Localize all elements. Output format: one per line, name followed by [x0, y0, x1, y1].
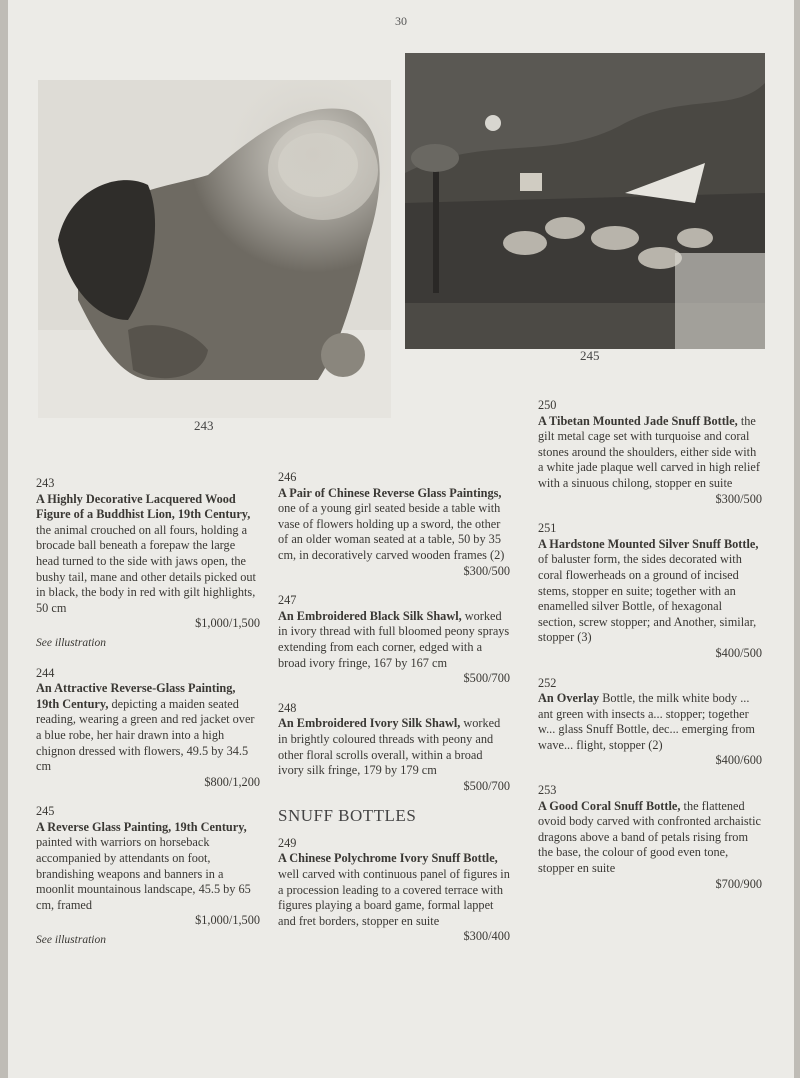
- lot-title: A Reverse Glass Painting, 19th Century,: [36, 819, 247, 834]
- lot-description: of baluster form, the sides decorated with coral flowerheads on a ground of incised stems, stopper en suite; together with an enamelled silver Bottle, of hexagonal section, screw stopper; and Another, similar, stopper (3): [538, 552, 757, 645]
- column-middle: [278, 470, 510, 959]
- lot-number: 244: [36, 665, 55, 680]
- lot-estimate: $300/500: [463, 563, 510, 578]
- lot-247: [278, 593, 510, 687]
- lot-description: worked in brightly coloured threads with peony and other floral scrolls overall, within a broad ivory silk fringe, 179 by 179 cm: [278, 716, 501, 778]
- lot-estimate: $1,000/1,500: [195, 616, 260, 631]
- column-right: [538, 398, 762, 906]
- photo-caption-245: 245: [580, 348, 600, 363]
- lot-description: painted with warriors on horseback accompanied by attendants on foot, brandishing weapons and banners in a moonlit mountainous landscape, 45.5 by 65 cm, framed: [36, 835, 251, 912]
- lot-description: one of a young girl seated beside a table with vase of flowers holding up a sword, the other of an older woman seated at a table, 50 by 35 cm, in decoratively carved wooden frames (2): [278, 501, 505, 562]
- lot-note: See illustration: [36, 934, 106, 947]
- lot-243: [36, 476, 260, 652]
- lot-description: Bottle, the milk white body ... ant green with insects a... stopper; together w... glass Snuff Bottle, dec... emerging from wave... flight, stopper (2): [538, 691, 755, 752]
- lot-estimate: $700/900: [715, 876, 762, 891]
- lot-estimate: $500/700: [463, 671, 510, 686]
- section-title: SNUFF BOTTLES: [278, 806, 417, 826]
- lot-estimate: $1,000/1,500: [195, 913, 260, 928]
- lot-number: 245: [36, 804, 55, 819]
- lot-number: 246: [278, 470, 297, 484]
- lot-245: [36, 804, 260, 948]
- lot-title: An Attractive Reverse-Glass Painting, 19th Century,: [36, 681, 236, 711]
- lion-sculpture-photo: [38, 80, 391, 418]
- lot-estimate: $400/500: [715, 645, 762, 660]
- column-left: [36, 476, 260, 963]
- page-number: 30: [395, 14, 407, 28]
- lot-248: [278, 701, 510, 795]
- lot-title: A Good Coral Snuff Bottle,: [538, 798, 681, 813]
- warriors-painting-photo: [405, 53, 765, 349]
- lot-description: well carved with continuous panel of figures in a procession leading to a covered terrace with figures playing a board game, formal lappet and fret borders, stopper en suite: [278, 867, 510, 928]
- lot-estimate: $800/1,200: [204, 774, 260, 789]
- lot-description: the flattened ovoid body carved with confronted archaistic dragons above a band of petals rising from the base, the colour of good even tone, stopper en suite: [538, 798, 761, 876]
- lot-title: A Hardstone Mounted Silver Snuff Bottle,: [538, 536, 759, 551]
- lot-252: [538, 676, 762, 770]
- lot-description: the animal crouched on all fours, holding a brocade ball beneath a forepaw the large head turned to the side with jaws open, the bushy tail, mane and other details picked out in black, the body in red with gilt highlights, 50 cm: [36, 522, 256, 615]
- lot-estimate: $400/600: [715, 753, 762, 768]
- lot-title: An Embroidered Black Silk Shawl,: [278, 608, 462, 623]
- lot-estimate: $500/700: [463, 778, 510, 793]
- lot-description: the gilt metal cage set with turquoise and coral stones around the shoulders, either side with a white jade plaque well carved in high relief with a sinuous chilong, stopper en suite: [538, 413, 760, 490]
- lot-title: A Tibetan Mounted Jade Snuff Bottle,: [538, 413, 738, 428]
- lot-number: 253: [538, 783, 557, 798]
- lot-description: worked in ivory thread with full bloomed peony sprays extending from each corner, edged with a broad ivory fringe, 167 by 167 cm: [278, 608, 510, 670]
- lot-249: [278, 836, 510, 945]
- photo-caption-243: 243: [194, 418, 214, 433]
- lot-note: See illustration: [36, 636, 106, 649]
- lot-number: 248: [278, 700, 297, 715]
- lot-title: A Highly Decorative Lacquered Wood Figure of a Buddhist Lion, 19th Century,: [36, 491, 251, 522]
- lot-description: depicting a maiden seated reading, wearing a green and red jacket over a blue robe, her hair drawn into a high chignon dressed with flowers, 49.5 by 34.5 cm: [36, 696, 255, 774]
- catalogue-page: [8, 0, 794, 1078]
- lot-number: 247: [278, 593, 297, 608]
- lot-246: [278, 470, 510, 579]
- lot-number: 252: [538, 675, 557, 690]
- lot-title: A Pair of Chinese Reverse Glass Paintings,: [278, 485, 502, 500]
- lot-251: [538, 521, 762, 661]
- lot-estimate: $300/400: [463, 929, 510, 944]
- lot-title: An Overlay: [538, 691, 600, 706]
- lot-244: [36, 666, 260, 791]
- lot-estimate: $300/500: [715, 491, 762, 506]
- lot-250: [538, 398, 762, 507]
- lot-253: [538, 783, 762, 892]
- lot-number: 251: [538, 521, 557, 536]
- lot-title: An Embroidered Ivory Silk Shawl,: [278, 716, 461, 731]
- lot-number: 249: [278, 835, 297, 850]
- lot-number: 250: [538, 398, 557, 412]
- lot-number: 243: [36, 476, 55, 490]
- lot-title: A Chinese Polychrome Ivory Snuff Bottle,: [278, 851, 498, 866]
